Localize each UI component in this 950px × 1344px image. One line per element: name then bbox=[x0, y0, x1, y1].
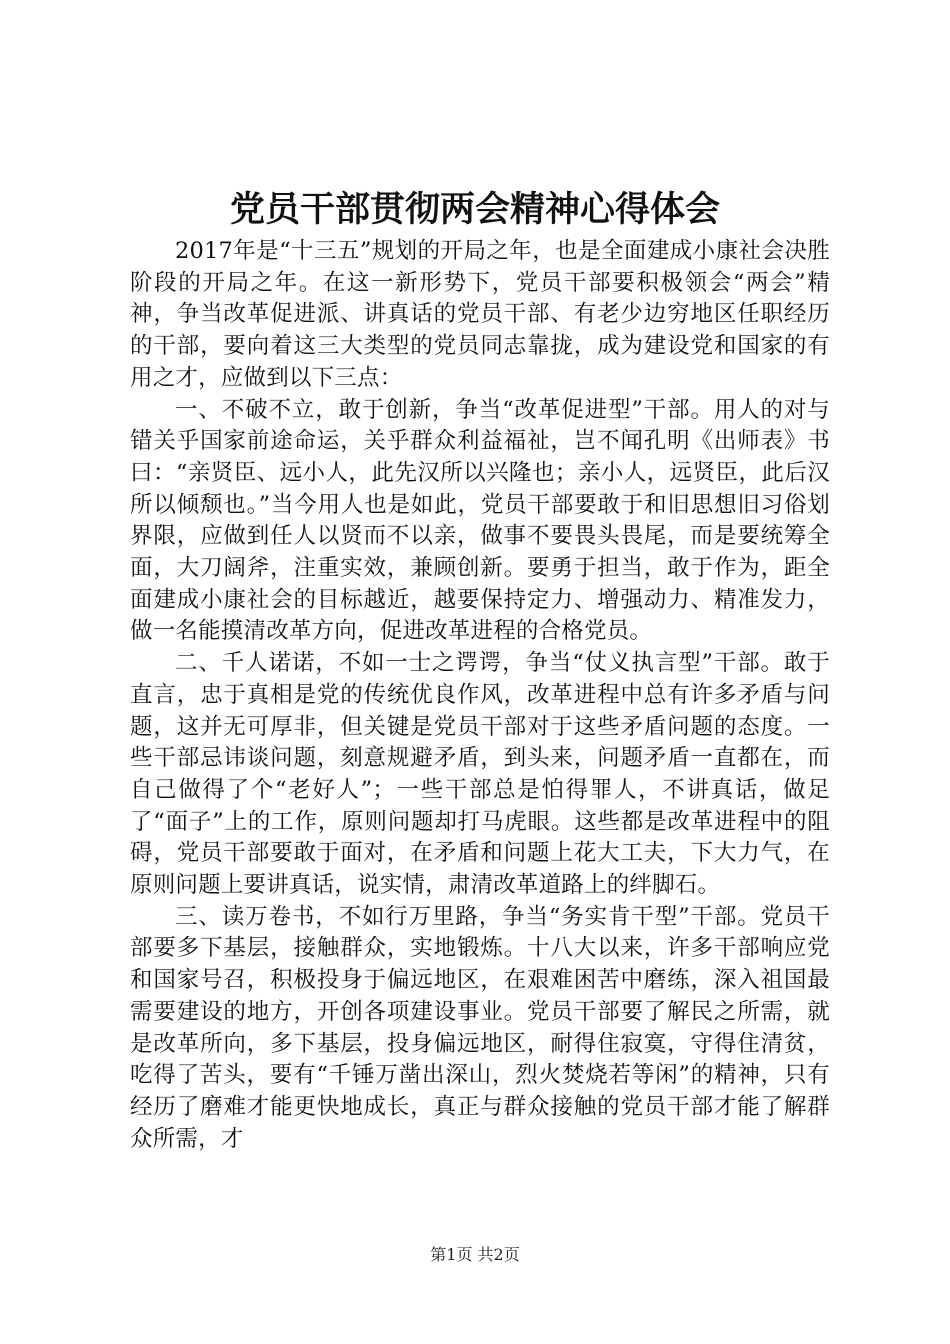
page-number-footer: 第1页 共2页 bbox=[430, 1245, 520, 1264]
paragraph-intro: 2017年是“十三五”规划的开局之年，也是全面建成小康社会决胜阶段的开局之年。在这一新形势下，党员干部要积极领会“两会”精神，争当改革促进派、讲真话的党员干部、有老少边穷地区任职经历的干部，要向着这三大类型的党员同志靠拢，成为建设党和国家的有用之才，应做到以下三点： bbox=[130, 238, 830, 391]
paragraph-point-1: 一、不破不立，敢于创新，争当“改革促进型”干部。用人的对与错关乎国家前途命运，关乎群众利益福祉，岂不闻孔明《出师表》书曰：“亲贤臣、远小人，此先汉所以兴隆也；亲小人，远贤臣，此后汉所以倾颓也。”当今用人也是如此，党员干部要敢于和旧思想旧习俗划界限，应做到任人以贤而不以亲，做事不要畏头畏尾，而是要统筹全面，大刀阔斧，注重实效，兼顾创新。要勇于担当，敢于作为，距全面建成小康社会的目标越近，越要保持定力、增强动力、精准发力，做一名能摸清改革方向，促进改革进程的合格党员。 bbox=[130, 396, 830, 645]
paragraph-point-3: 三、读万卷书，不如行万里路，争当“务实肯干型”干部。党员干部要多下基层，接触群众，实地锻炼。十八大以来，许多干部响应党和国家号召，积极投身于偏远地区，在艰难困苦中磨练，深入祖国最需要建设的地方，开创各项建设事业。党员干部要了解民之所需，就是改革所向，多下基层，投身偏远地区，耐得住寂寞，守得住清贫，吃得了苦头，要有“千锤万凿出深山，烈火焚烧若等闲”的精神，只有经历了磨难才能更快地成长，真正与群众接触的党员干部才能了解群众所需，才 bbox=[130, 903, 830, 1152]
paragraph-point-2: 二、千人诺诺，不如一士之谔谔，争当“仗义执言型”干部。敢于直言，忠于真相是党的传统优良作风，改革进程中总有许多矛盾与问题，这并无可厚非，但关键是党员干部对于这些矛盾问题的态度。一些干部忌讳谈问题，刻意规避矛盾，到头来，问题矛盾一直都在，而自己做得了个“老好人”；一些干部总是怕得罪人，不讲真话，做足了“面子”上的工作，原则问题却打马虎眼。这些都是改革进程中的阻碍，党员干部要敢于面对，在矛盾和问题上花大工夫，下大力气，在原则问题上要讲真话，说实情，肃清改革道路上的绊脚石。 bbox=[130, 650, 830, 899]
document-body bbox=[130, 236, 830, 1155]
document-title: 党员干部贯彻两会精神心得体会 bbox=[229, 189, 720, 230]
